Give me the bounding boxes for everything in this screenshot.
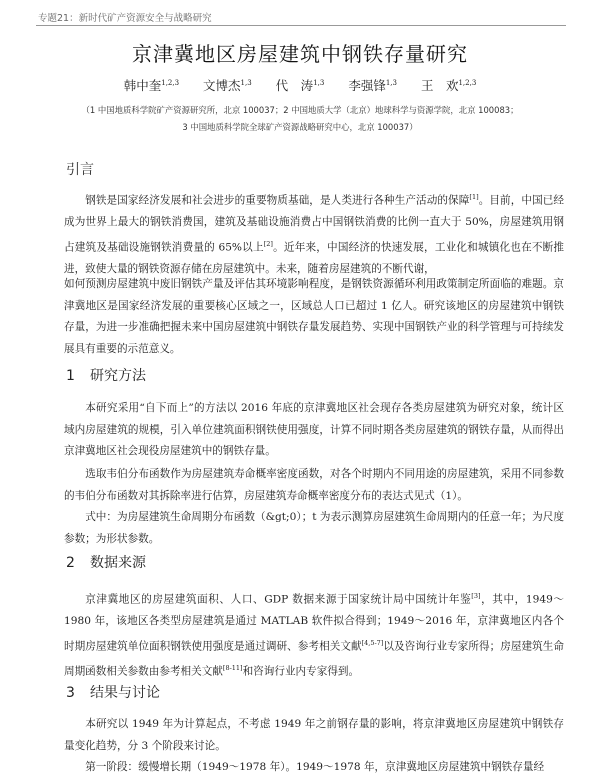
author-list xyxy=(0,76,600,94)
running-header: 专题21：新时代矿产资源安全与战略研究 xyxy=(38,13,212,24)
methods-paragraph: 式中：为房屋建筑生命周期分布函数（&gt;0）；t 为表示测算房屋建筑生命周期内的任意一年；为尺度参数；为形状参数。 xyxy=(64,511,564,545)
results-paragraph: 本研究以 1949 年为计算起点，不考虑 1949 年之前钢存量的影响，将京津冀地区房屋建筑中钢铁存量变化趋势，分 3 个阶段来讨论。 xyxy=(64,718,564,752)
methods-paragraph: 本研究采用“自下而上”的方法以 2016 年底的京津冀地区社会现存各类房屋建筑为研究对象，统计区域内房屋建筑的规模，引入单位建筑面积钢铁使用强度，计算不同时期各类房屋建筑的钢铁存量，从而得出京津冀地区社会现役房屋建筑中的钢铁存量。 xyxy=(64,402,564,458)
author: 李强锋$^{1,3}$ xyxy=(348,78,397,93)
section-heading-data: 2 数据来源 xyxy=(66,555,146,571)
header-divider xyxy=(36,25,566,26)
section-heading-results: 3 结果与讨论 xyxy=(66,685,160,701)
intro-heading: 引言 xyxy=(66,162,94,178)
data-paragraph: 京津冀地区的房屋建筑面积、人口、GDP 数据来源于国家统计局中国统计年鉴[3]，其中，1949～1980 年，该地区各类型房屋建筑是通过 MATLAB 软件拟合得到；1949～2016 年，京津冀地区内各个时期房屋建筑单位面积钢铁使用强度是通过调研、参考相关文献[4,5-7]以及咨询行业专家所得；房屋建筑生命周期函数相关参数由参考相关文献[8-11]和咨询行业内专家得到。 xyxy=(64,592,564,678)
author: 代 涛$^{1,3}$ xyxy=(275,78,325,93)
section-heading-methods: 1 研究方法 xyxy=(66,368,146,384)
paper-title: 京津冀地区房屋建筑中钢铁存量研究 xyxy=(132,42,468,66)
methods-paragraph: 选取韦伯分布函数作为房屋建筑寿命概率密度函数，对各个时期内不同用途的房屋建筑，采用不同参数的韦伯分布函数对其拆除率进行估算，房屋建筑寿命概率密度分布的表达式见式（1）。 xyxy=(64,468,564,502)
intro-paragraph: 如何预测房屋建筑中废旧钢铁产量及评估其环境影响程度，是钢铁资源循环利用政策制定所面临的难题。京津冀地区是国家经济发展的重要核心区域之一，区域总人口已超过 1 亿人。研究该地区的房屋建筑中钢铁存量，为进一步准确把握未来中国房屋建筑中钢铁存量发展趋势、实现中国钢铁产业的科学管理与可持续发展具有重要的示范意义。 xyxy=(64,278,564,355)
affiliation-line: （1 中国地质科学院矿产资源研究所，北京 100037；2 中国地质大学（北京）地球科学与资源学院，北京 100083； xyxy=(81,105,519,115)
author: 文博杰$^{1,3}$ xyxy=(203,78,252,93)
author: 王 欢$^{1,2,3}$ xyxy=(420,78,477,93)
author: 韩中奎$^{1,2,3}$ xyxy=(123,78,180,93)
intro-paragraph: 钢铁是国家经济发展和社会进步的重要物质基础，是人类进行各种生产活动的保障[1]。目前，中国已经成为世界上最大的钢铁消费国，建筑及基础设施消费占中国钢铁消费的比例一直大于 50%，房屋建筑用钢占建筑及基础设施钢铁消费量的 65%以上[2]。近年来，中国经济的快速发展，工业化和城镇化也在不断推进，致使大量的钢铁资源存储在房屋建筑中。未来，随着房屋建筑的不断代谢， xyxy=(64,193,565,275)
results-paragraph: 第一阶段：缓慢增长期（1949～1978 年）。1949～1978 年，京津冀地区房屋建筑中钢铁存量经 xyxy=(85,761,545,773)
affiliation-line: 3 中国地质科学院全球矿产资源战略研究中心，北京 100037） xyxy=(182,122,418,132)
